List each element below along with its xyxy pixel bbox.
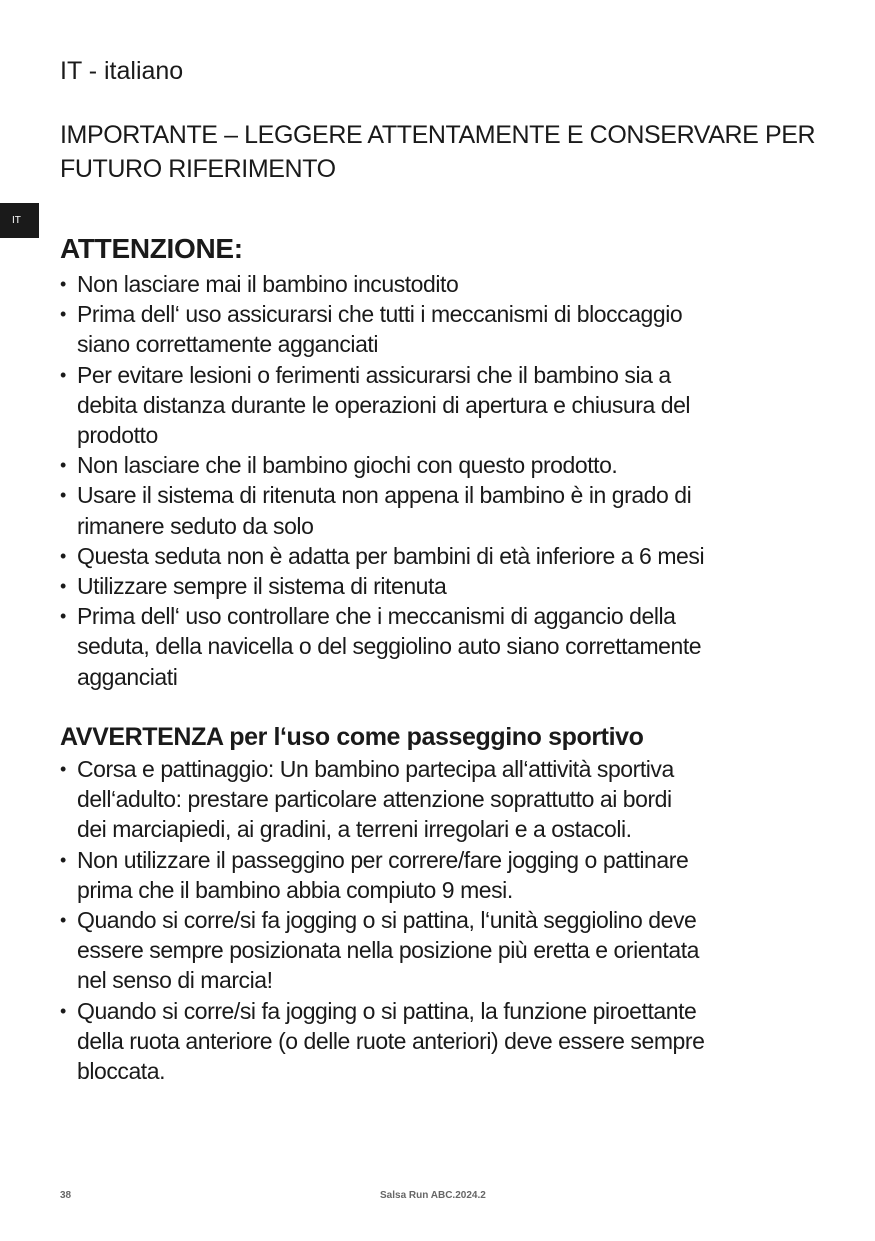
bullet-line: • Utilizzare sempre il sistema di ritenuta xyxy=(77,573,447,600)
bullet-item xyxy=(60,571,820,601)
bullet-line: seduta, della navicella o del seggiolino auto siano correttamente xyxy=(77,633,702,660)
bullet-item xyxy=(60,754,820,845)
attenzione-list xyxy=(60,269,820,692)
bullet-item xyxy=(60,480,820,540)
bullet-line: agganciati xyxy=(77,663,178,690)
bullet-item xyxy=(60,905,820,996)
bullet-line: essere sempre posizionata nella posizione più eretta e orientata xyxy=(77,937,699,964)
page-number: 38 xyxy=(60,1190,72,1201)
avvertenza-list xyxy=(60,754,820,1086)
language-tab: IT xyxy=(0,203,39,238)
bullet-line: della ruota anteriore (o delle ruote anteriori) deve essere sempre xyxy=(77,1027,705,1054)
important-notice xyxy=(60,118,820,186)
bullet-item xyxy=(60,996,820,1087)
bullet-line: • Questa seduta non è adatta per bambini di età inferiore a 6 mesi xyxy=(77,542,705,569)
avvertenza-section xyxy=(60,720,820,1086)
avvertenza-heading: AVVERTENZA per l‘uso come passeggino sportivo xyxy=(60,723,644,751)
bullet-line: • Non lasciare che il bambino giochi con questo prodotto. xyxy=(77,452,618,479)
important-line: IMPORTANTE – LEGGERE ATTENTAMENTE E CONSERVARE PER xyxy=(60,121,816,149)
attenzione-section xyxy=(60,229,820,692)
bullet-line: nel senso di marcia! xyxy=(77,967,273,994)
bullet-line: • Non utilizzare il passeggino per correre/fare jogging o pattinare xyxy=(77,846,689,873)
bullet-item xyxy=(60,299,820,359)
bullet-line: • Usare il sistema di ritenuta non appena il bambino è in grado di xyxy=(77,482,692,509)
bullet-item xyxy=(60,269,820,299)
bullet-line: • Corsa e pattinaggio: Un bambino partecipa all‘attività sportiva xyxy=(77,756,674,782)
bullet-item xyxy=(60,845,820,905)
bullet-line: prodotto xyxy=(77,422,158,449)
bullet-line: dei marciapiedi, ai gradini, a terreni irregolari e a ostacoli. xyxy=(77,816,632,843)
bullet-line: • Quando si corre/si fa jogging o si pattina, la funzione piroettante xyxy=(77,997,697,1024)
bullet-item xyxy=(60,450,820,480)
bullet-line: • Quando si corre/si fa jogging o si pattina, l‘unità seggiolino deve xyxy=(77,907,697,934)
bullet-line: • Per evitare lesioni o ferimenti assicurarsi che il bambino sia a xyxy=(77,361,671,388)
attenzione-heading: ATTENZIONE: xyxy=(60,233,243,264)
document-code: Salsa Run ABC.2024.2 xyxy=(380,1190,486,1201)
bullet-line: • Non lasciare mai il bambino incustodito xyxy=(77,271,459,297)
bullet-item xyxy=(60,541,820,571)
bullet-item xyxy=(60,601,820,692)
bullet-item xyxy=(60,360,820,451)
bullet-line: rimanere seduto da solo xyxy=(77,512,314,539)
bullet-line: • Prima dell‘ uso controllare che i meccanismi di aggancio della xyxy=(77,603,676,630)
bullet-line: debita distanza durante le operazioni di apertura e chiusura del xyxy=(77,391,691,418)
bullet-line: bloccata. xyxy=(77,1058,166,1085)
bullet-line: prima che il bambino abbia compiuto 9 mesi. xyxy=(77,876,513,903)
bullet-line: • Prima dell‘ uso assicurarsi che tutti i meccanismi di bloccaggio xyxy=(77,301,683,328)
bullet-line: siano correttamente agganciati xyxy=(77,331,379,358)
important-line: FUTURO RIFERIMENTO xyxy=(60,155,336,183)
language-header: IT - italiano xyxy=(60,57,184,85)
bullet-line: dell‘adulto: prestare particolare attenzione soprattutto ai bordi xyxy=(77,786,672,813)
